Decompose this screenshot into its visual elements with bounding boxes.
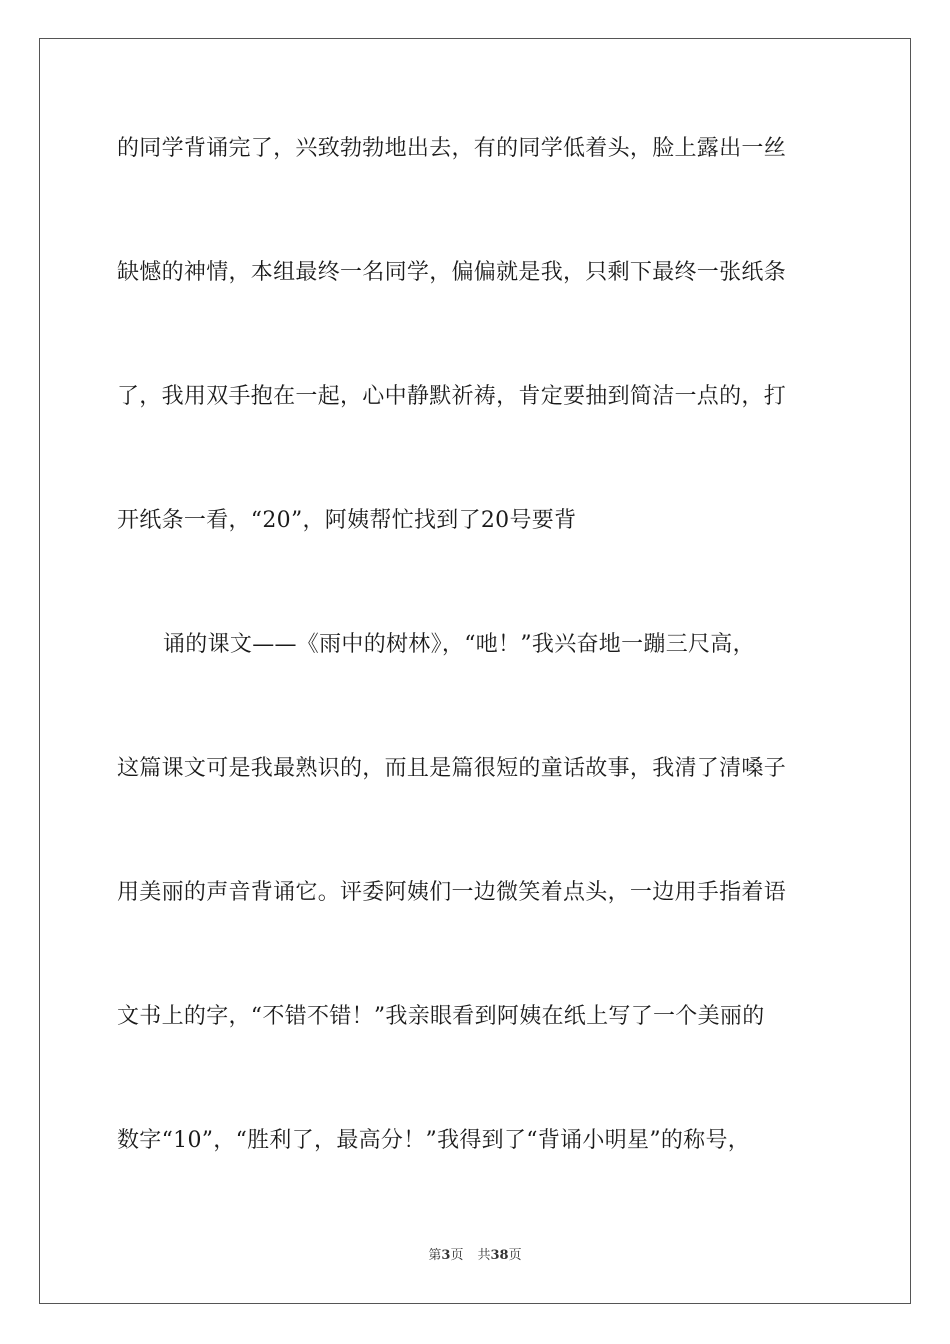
- footer-total-number: 38: [490, 1248, 509, 1263]
- text-line-2: 缺憾的神情，本组最终一名同学，偏偏就是我，只剩下最终一张纸条: [117, 260, 787, 285]
- footer-page-prefix: 第: [428, 1248, 442, 1263]
- text-line-3: 了，我用双手抱在一起，心中静默祈祷，肯定要抽到简洁一点的，打: [117, 384, 787, 409]
- page-border: [39, 38, 911, 1304]
- text-line-6: 这篇课文可是我最熟识的，而且是篇很短的童话故事，我清了清嗓子: [117, 756, 787, 781]
- text-line-7: 用美丽的声音背诵它。评委阿姨们一边微笑着点头，一边用手指着语: [117, 880, 787, 905]
- text-line-9: 数字“10”，“胜利了，最高分！”我得到了“背诵小明星”的称号，: [117, 1128, 751, 1153]
- text-line-8: 文书上的字，“不错不错！”我亲眼看到阿姨在纸上写了一个美丽的: [117, 1004, 765, 1029]
- page-footer: [0, 1248, 950, 1264]
- footer-page-number: 3: [441, 1248, 451, 1263]
- footer-page-suffix: 页: [450, 1248, 464, 1263]
- footer-total-suffix: 页: [508, 1248, 522, 1263]
- text-line-5-paragraph-start: 诵的课文——《雨中的树林》，“吔！”我兴奋地一蹦三尺高，: [163, 632, 755, 657]
- footer-total-prefix: 共: [477, 1248, 491, 1263]
- text-line-4: 开纸条一看，“20”，阿姨帮忙找到了20号要背: [117, 508, 577, 533]
- text-line-1: 的同学背诵完了，兴致勃勃地出去，有的同学低着头，脸上露出一丝: [117, 136, 787, 161]
